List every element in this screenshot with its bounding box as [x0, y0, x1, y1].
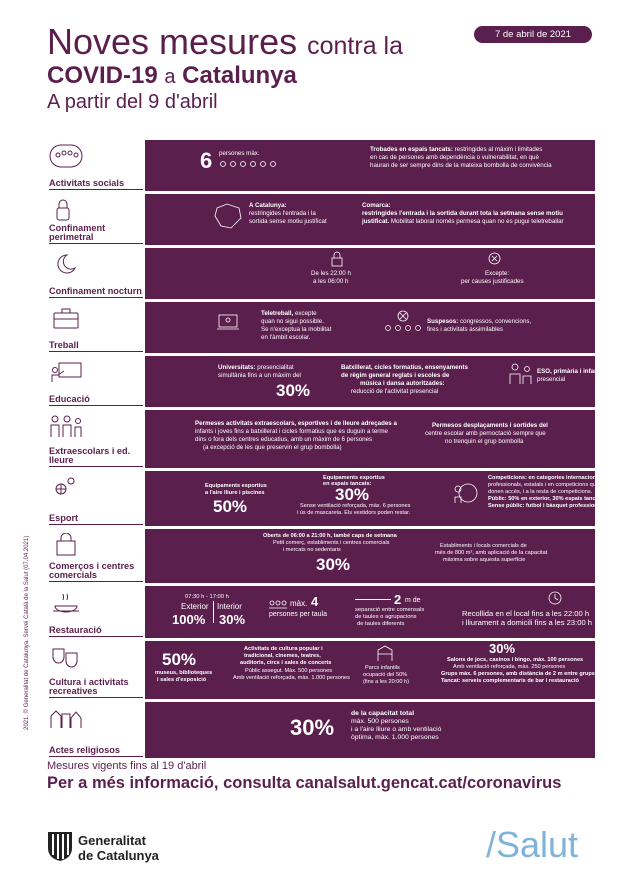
students-icon: [508, 362, 534, 386]
title-line1: Noves mesures contra la: [47, 21, 403, 62]
row-label: Cultura i activitats recreatives: [49, 678, 143, 698]
row-label: Treball: [49, 341, 143, 353]
laptop-person-icon: [217, 313, 239, 331]
row-label: Esport: [49, 514, 143, 526]
row-label: Educació: [49, 395, 143, 407]
row-label: Extraescolars i ed. lleure: [49, 447, 143, 467]
catalonia-map-icon: [213, 202, 243, 230]
row-label: Restauració: [49, 626, 143, 638]
validity-note: Mesures vigents fins al 19 d'abril: [47, 760, 207, 772]
generalitat-logo-text: Generalitat de Catalunya: [78, 833, 159, 863]
title-line2: COVID-19 a Catalunya: [47, 62, 297, 89]
row-restauracio: Restauració 07:30 h - 17:00 h Exterior Interior 100% 30% màx. 4 persones per taula 2 m de separació entre comensals de taules o agrupacions de taules diferents Recollida en el local fins a les 22:00 h i lliurament a domicili fins a les 23:00 h: [47, 586, 595, 638]
people-group-icon: [49, 144, 83, 168]
shopping-bag-icon: [49, 533, 83, 557]
playground-icon: [375, 644, 397, 662]
clock-icon: [548, 591, 562, 605]
more-info-link[interactable]: Per a més informació, consulta canalsalut.gencat.cat/coronavirus: [47, 774, 562, 792]
row-extraescolars: Extraescolars i ed. lleure Permeses activitats extraescolars, esportives i de lleure adreçades a infants i joves fins a batxillerat i cicles formatius que es duguin a terme dins o fora dels centres educatius, amb un màxim de 6 persones (a excepció de les que preservin el grup bombolla) Permesos desplaçaments i sortides del centre escolar amb pernoctació sempre que no trenquin el grup bombolla: [47, 410, 595, 468]
ball-player-icon: [49, 475, 83, 499]
row-label: Actes religiosos: [49, 746, 143, 758]
row-cultura: Cultura i activitats recreatives 50% museus, biblioteques i sales d'exposició Activitats de cultura popular i tradicional, cinemes, teatres, auditoris, circs i sales de concerts Públic assegut. Màx. 500 persones Amb ventilació reforçada, màx. 1.000 persones Parcs infantils ocupació del 50% (fins a les 20:00 h) 30% Salons de jocs, casinos i bingo, màx. 100 persones Amb ventilació reforçada, màx. 250 persones Grups màx. 6 persones, amb distància de 2 m entre grups Tancat: serveis complementaris de bar i restauració: [47, 641, 595, 699]
row-confinament-perimetral: Confinament perimetral A Catalunya: restringides l'entrada i la sortida sense motiu justificat Comarca: restringides l'entrada i la sortida durant tota la setmana sense motiu justificat. Mobilitat laboral només permesa quan no es pugui teletreballar: [47, 194, 595, 245]
competition-icon: [452, 481, 480, 505]
temples-icon: [49, 706, 83, 730]
row-label: Confinament perimetral: [49, 224, 143, 244]
salut-logo: /Salut: [486, 824, 579, 865]
people-icon: [219, 160, 279, 170]
row-actes-religiosos: Actes religiosos 30% de la capacitat total màx. 500 persones i a l'aire lliure o amb ventilació òptima, màx. 1.000 persones: [47, 702, 595, 758]
row-label: Comerços i centres comercials: [49, 562, 143, 582]
row-label: Confinament nocturn: [49, 286, 142, 296]
padlock-icon: [49, 198, 83, 222]
row-confinament-nocturn: Confinament nocturn De les 22:00 h a les 06:00 h Excepte: per causes justificades: [47, 248, 595, 299]
credit-text: 2021. © Generalitat de Catalunya. Servei Català de la Salut (07.04.2021): [24, 535, 30, 730]
row-activitats-socials: Activitats socials 6 persones màx. Trobades en espais tancats: restringides al màxim i limitades en cas de persones amb dependència o vulnerabilitat, en què hauran de ser sempre dins de la mateixa bombolla de convivència: [47, 140, 595, 191]
cross-circle-icon: [488, 252, 501, 265]
row-label: Activitats socials: [49, 179, 143, 191]
dish-icon: [49, 590, 83, 614]
lock-icon: [331, 251, 343, 267]
row-treball: Treball Teletreball, excepte quan no sigui possible. Se n'exceptua la mobilitat en l'àmbit escolar. Suspesos: congressos, convencions, fires i activitats assimilables: [47, 302, 595, 353]
title-line3: A partir del 9 d'abril: [47, 91, 218, 113]
theater-masks-icon: [49, 645, 83, 669]
row-comercos: Comerços i centres comercials Oberts de 06:00 a 21:00 h, també caps de setmana Petit comerç, establiments i centres comercials i mercats no sedentaris 30% Establiments i locals comercials de més de 800 m², amb aplicació de la capacitat màxima sobre aquesta superfície: [47, 529, 595, 583]
people-cancelled-icon: [383, 310, 423, 338]
table-people-icon: [269, 600, 287, 610]
briefcase-icon: [49, 306, 83, 330]
moon-icon: [49, 252, 83, 276]
teacher-board-icon: [49, 360, 83, 384]
row-educacio: Educació Universitats: presencialitat simultània fins a un màxim del 30% Batxillerat, cicles formatius, ensenyaments de règim general reglats i escoles de música i dansa autoritzades: reducció de l'activitat presencial ESO, primària i infantil: presencial: [47, 356, 595, 407]
children-icon: [49, 414, 83, 438]
date-badge: 7 de abril de 2021: [474, 26, 592, 43]
row-esport: Esport Equipaments esportius a l'aire lliure i piscines 50% Equipaments esportius en espais tancats: 30% Sense ventilació reforçada, màx. 6 persones i ús de mascareta. Els vestidors poden restar. Competicions: en categories internacionals, professionals, estatals i en competicions que hi donen accés, i a la resta de competicions. Públic: 50% en exterior, 30% espais tancats. Sense públic: futbol i bàsquet professionals: [47, 471, 595, 526]
generalitat-logo-icon: [47, 830, 73, 862]
